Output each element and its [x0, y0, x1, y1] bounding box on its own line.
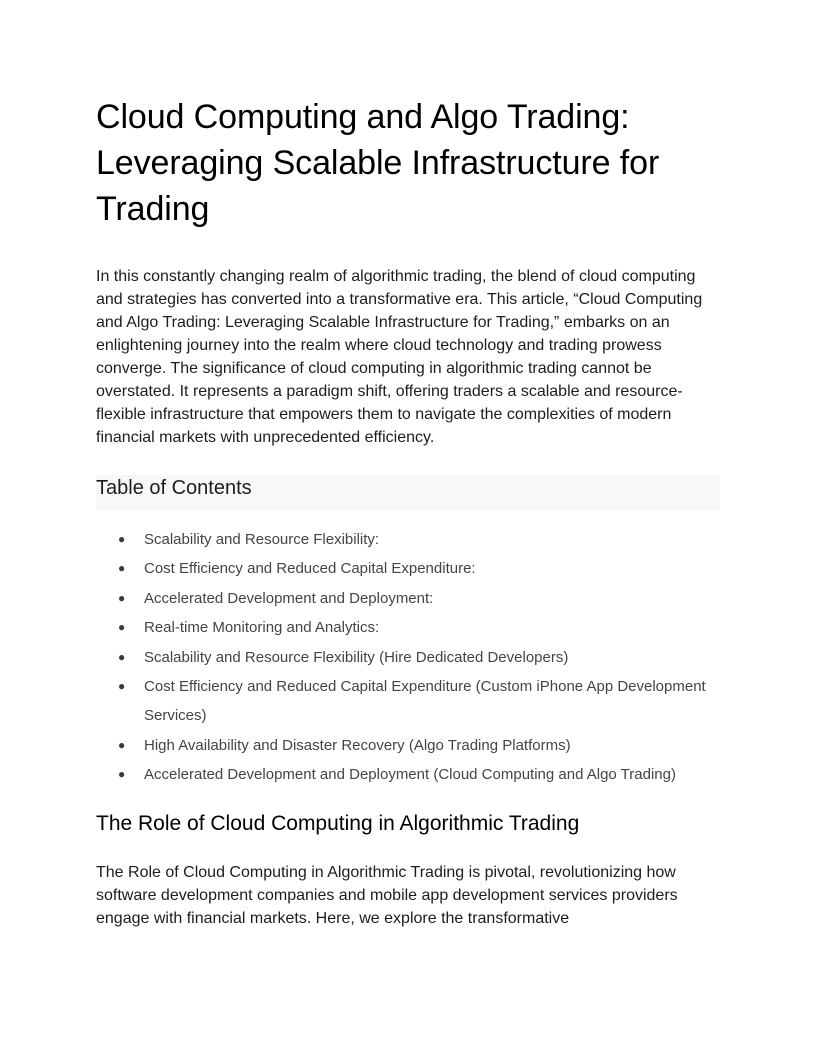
bullet-icon: ● [118, 590, 126, 605]
toc-item[interactable] [96, 672, 724, 731]
toc-item[interactable] [96, 731, 724, 760]
bullet-icon: ● [118, 767, 126, 782]
toc-item[interactable] [96, 643, 724, 672]
toc-item[interactable] [96, 760, 724, 789]
toc-link[interactable]: Cost Efficiency and Reduced Capital Expenditure (Custom iPhone App Development Services) [144, 678, 706, 725]
toc-link[interactable]: Accelerated Development and Deployment (Cloud Computing and Algo Trading) [144, 766, 676, 784]
bullet-icon: ● [118, 561, 126, 576]
bullet-icon: ● [118, 737, 126, 752]
bullet-icon: ● [118, 679, 126, 694]
toc-link[interactable]: Accelerated Development and Deployment: [144, 589, 434, 607]
section-heading: The Role of Cloud Computing in Algorithmic Trading [96, 811, 580, 835]
toc-link[interactable]: Scalability and Resource Flexibility: [144, 531, 380, 548]
intro-paragraph: In this constantly changing realm of algorithmic trading, the blend of cloud computing and strategies has converted into a transformative era. This article, “Cloud Computing and Algo Trading: Leveraging Scalable Infrastructure for Trading,” embarks on an enlightening journey into the realm where cloud technology and trading prowess converge. The significance of cloud computing in algorithmic trading cannot be overstated. It represents a paradigm shift, offering traders a scalable and resource-flexible infrastructure that empowers them to navigate the complexities of modern financial markets with unprecedented efficiency. [96, 268, 703, 446]
bullet-icon: ● [118, 620, 126, 635]
toc-list [96, 525, 720, 790]
toc-heading: Table of Contents [96, 475, 720, 511]
section-paragraph: The Role of Cloud Computing in Algorithmic Trading is pivotal, revolutionizing how software development companies and mobile app development services providers engage with financial markets. Here, we explore the transformative [96, 863, 678, 927]
toc-item[interactable] [96, 554, 724, 583]
document-page [96, 94, 720, 930]
document-title: Cloud Computing and Algo Trading: Leveraging Scalable Infrastructure for Trading [96, 98, 660, 228]
toc-item[interactable] [96, 525, 724, 554]
toc-item[interactable] [96, 584, 724, 613]
bullet-icon: ● [118, 532, 126, 546]
toc-link[interactable]: Real-time Monitoring and Analytics: [144, 619, 380, 637]
toc-item[interactable] [96, 613, 724, 642]
bullet-icon: ● [118, 649, 126, 664]
toc-link[interactable]: Cost Efficiency and Reduced Capital Expenditure: [144, 560, 476, 578]
toc-link[interactable]: High Availability and Disaster Recovery (Algo Trading Platforms) [144, 736, 571, 754]
toc-link[interactable]: Scalability and Resource Flexibility (Hire Dedicated Developers) [144, 648, 569, 666]
